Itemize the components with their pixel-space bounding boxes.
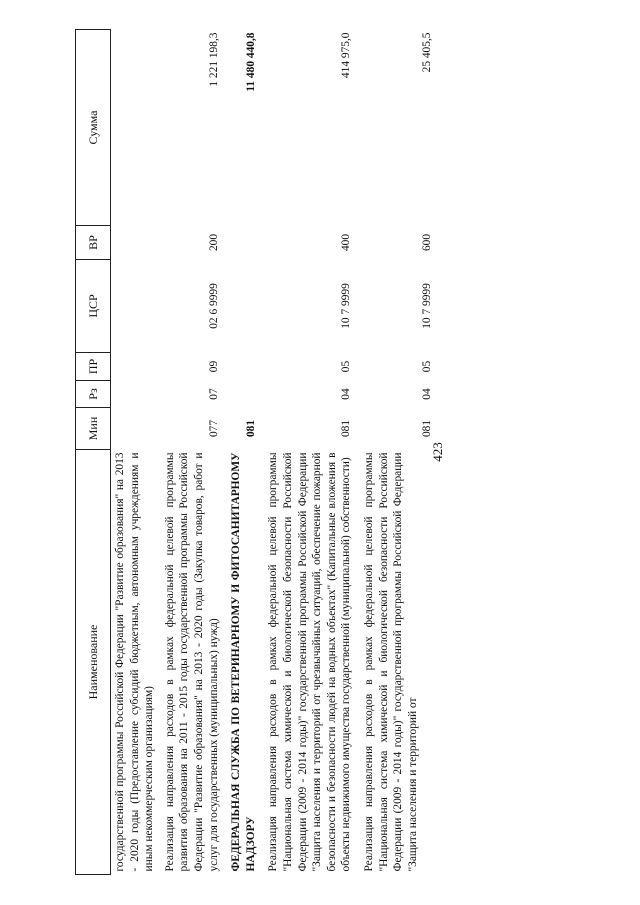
row-name: государственной программы Российской Федерации "Развитие образования" на 2013 - 2020 годы (Предоставление субсидий бюджетным, автономным учреждениям и иным некоммерческим организациям) — [114, 452, 156, 872]
row-csr: 10 7 9999 — [420, 283, 433, 329]
row-sum: 414 975,0 — [340, 32, 353, 79]
budget-table — [75, 29, 570, 875]
row-vr: 400 — [340, 233, 353, 252]
row-csr — [229, 260, 266, 353]
table-row — [111, 30, 163, 875]
table-header-row — [76, 30, 111, 875]
row-rz: 07 — [207, 388, 220, 400]
header-min: Мин — [76, 408, 111, 450]
row-rz — [111, 381, 163, 408]
row-rz — [229, 381, 266, 408]
table-row — [362, 30, 570, 875]
row-pr: 05 — [340, 360, 353, 373]
table-row — [163, 30, 229, 875]
row-sum — [111, 30, 163, 226]
row-csr: 10 7 9999 — [340, 283, 353, 329]
row-min — [111, 408, 163, 450]
row-min: 081 — [420, 419, 433, 438]
row-min: 077 — [207, 419, 220, 438]
row-csr: 02 6 9999 — [207, 283, 220, 329]
header-name: Наименование — [76, 450, 111, 875]
row-vr: 200 — [207, 233, 220, 252]
row-sum: 1 221 198,3 — [207, 32, 220, 87]
row-vr — [229, 226, 266, 260]
row-csr — [111, 260, 163, 353]
header-pr: ПР — [76, 353, 111, 381]
row-pr: 05 — [420, 360, 433, 373]
page-number: 423 — [430, 442, 445, 462]
table-row — [229, 30, 266, 875]
header-vr: ВР — [76, 226, 111, 260]
row-name: Реализация направления расходов в рамках федеральной целевой программы "Национальная система химической и биологической безопасности Российской Федерации (2009 - 2014 годы)" государственной программы Российской Федерации "Защита населения и территорий от чрезвычайных ситуаций, обеспечение пожарной безопасности и безопасности людей на водных объектах" (Капитальные вложения в объекты недвижимого имущества государственной (муниципальной) собственности) — [267, 452, 353, 872]
table-row — [266, 30, 362, 875]
header-sum: Сумма — [76, 30, 111, 226]
row-vr — [111, 226, 163, 260]
budget-table-rotated — [75, 30, 603, 875]
row-name: Реализация направления расходов в рамках федеральной целевой программы развития образования на 2011 - 2015 годы государственной программы Российской Федерации "Развитие образования" на 2013 - 2020 годы (Закупка товаров, работ и услуг для государственных (муниципальных) нужд) — [163, 452, 220, 872]
row-min: 081 — [244, 419, 257, 438]
row-rz: 04 — [420, 388, 433, 400]
row-sum: 25 405,5 — [420, 32, 433, 73]
header-csr: ЦСР — [76, 260, 111, 353]
row-vr: 600 — [420, 233, 433, 252]
row-rz: 04 — [340, 388, 353, 400]
row-name — [362, 450, 570, 875]
row-name: ФЕДЕРАЛЬНАЯ СЛУЖБА ПО ВЕТЕРИНАРНОМУ И ФИТОСАНИТАРНОМУ НАДЗОРУ — [230, 452, 257, 872]
row-sum: 11 480 440,8 — [244, 32, 257, 92]
row-pr: 09 — [207, 360, 220, 373]
row-pr — [111, 353, 163, 381]
header-rz: Рз — [76, 381, 111, 408]
row-name-text: Реализация направления расходов в рамках федеральной целевой программы "Национальная система химической и биологической безопасности Российской Федерации (2009 - 2014 годы)" государственной программы Российской Федерации "Защита населения и территорий от — [362, 452, 419, 872]
row-pr — [229, 353, 266, 381]
row-min: 081 — [340, 419, 353, 438]
